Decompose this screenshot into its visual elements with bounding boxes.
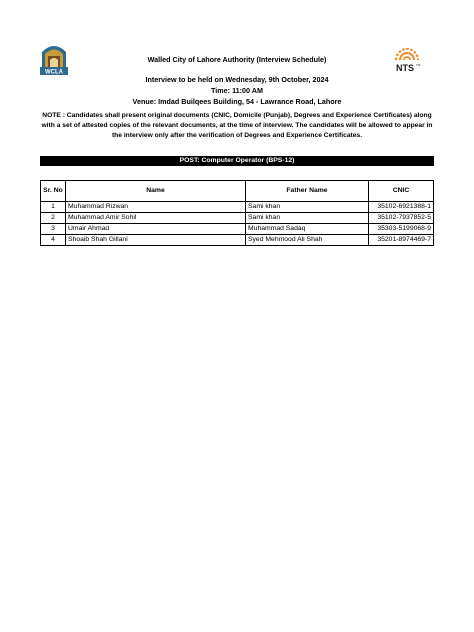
cell-father-name: Sami khan	[246, 213, 369, 224]
cell-father-name: Sami khan	[246, 202, 369, 213]
cell-father-name: Syed Mehmood Ali Shah	[246, 235, 369, 246]
cell-sr-no: 3	[41, 224, 66, 235]
interview-venue: Venue: Imdad Builqees Building, 54 - Lawrance Road, Lahore	[132, 97, 342, 106]
header-father-name: Father Name	[246, 181, 369, 202]
cell-cnic: 35201-8974469-7	[369, 235, 434, 246]
cell-name: Umair Ahmad	[66, 224, 246, 235]
cell-sr-no: 1	[41, 202, 66, 213]
interview-date: Interview to be held on Wednesday, 9th October, 2024	[145, 75, 329, 84]
cell-cnic: 35102-6921388-1	[369, 202, 434, 213]
nts-trademark: TM	[416, 63, 421, 67]
cell-sr-no: 2	[41, 213, 66, 224]
header-cnic: CNIC	[369, 181, 434, 202]
post-title-bar: POST: Computer Operator (BPS-12)	[40, 156, 434, 166]
header-name: Name	[66, 181, 246, 202]
nts-logo-text: NTS	[396, 63, 414, 73]
cell-name: Shoaib Shah Gillani	[66, 235, 246, 246]
cell-cnic: 35102-7937852-5	[369, 213, 434, 224]
candidates-table	[40, 180, 434, 246]
table-row	[41, 202, 434, 213]
table-row	[41, 213, 434, 224]
cell-father-name: Muhammad Sadaq	[246, 224, 369, 235]
interview-time: Time: 11:00 AM	[211, 86, 263, 95]
note-text: NOTE : Candidates shall present original documents (CNIC, Domicile (Punjab), Degrees and Experience Certificates) along with a set of attested copies of the relevant documents, at the time of interview. The candidates will be allowed to appear in the interview only after the verification of Degrees and Experience Certificates.	[41, 112, 433, 139]
table-row	[41, 224, 434, 235]
wcla-logo-text: WCLA	[45, 69, 63, 76]
schedule-title: Walled City of Lahore Authority (Interview Schedule)	[147, 55, 327, 64]
header-sr-no: Sr. No	[41, 181, 66, 202]
table-header-row	[41, 181, 434, 202]
cell-sr-no: 4	[41, 235, 66, 246]
table-row	[41, 235, 434, 246]
cell-name: Muhammad Rizwan	[66, 202, 246, 213]
cell-name: Muhammad Amir Sohil	[66, 213, 246, 224]
cell-cnic: 35303-5199068-9	[369, 224, 434, 235]
